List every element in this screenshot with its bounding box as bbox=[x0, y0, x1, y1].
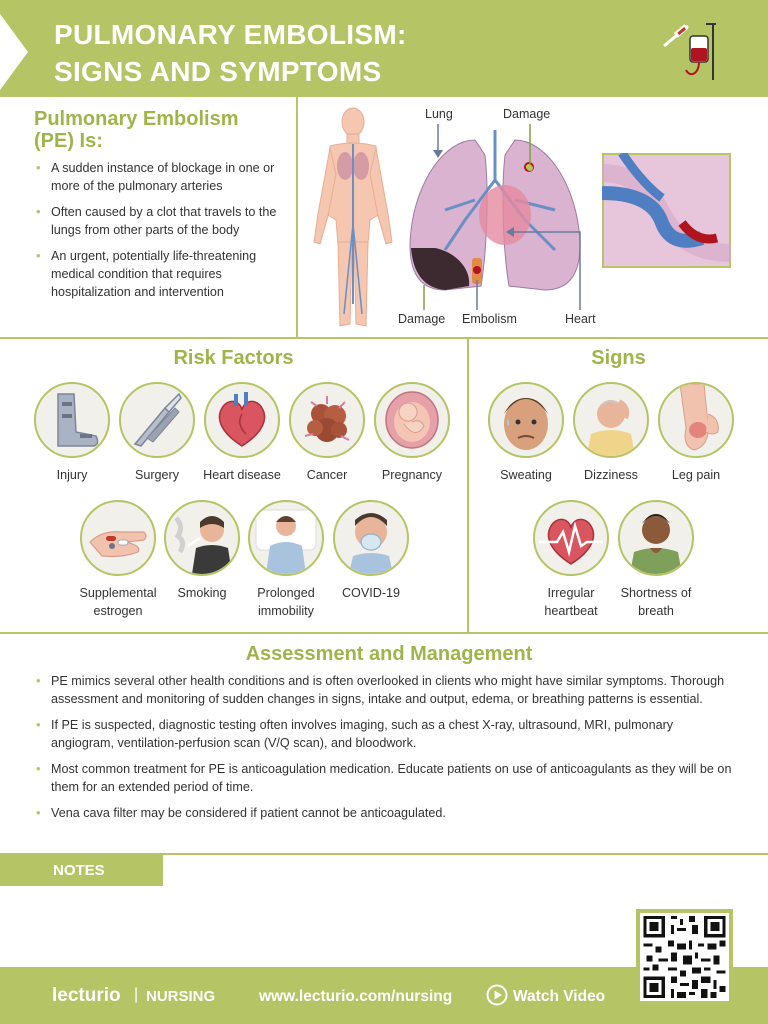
risk-factor-cancer bbox=[282, 382, 372, 484]
risk-factor-label: COVID-19 bbox=[341, 586, 401, 600]
notes-label: NOTES bbox=[0, 855, 163, 886]
header-banner bbox=[0, 0, 768, 97]
sign-sweating bbox=[481, 382, 571, 484]
definition-item: • Often caused by a clot that travels to the lungs from other parts of the body bbox=[34, 203, 289, 239]
heart-icon bbox=[206, 384, 278, 456]
bedridden-patient-icon bbox=[250, 502, 322, 574]
fetus-icon bbox=[376, 384, 448, 456]
definition-heading bbox=[34, 108, 284, 152]
qr-code[interactable] bbox=[636, 909, 733, 1005]
divider-mid bbox=[0, 337, 768, 339]
risk-factor-label: Pregnancy bbox=[381, 468, 443, 482]
assessment-item: • Most common treatment for PE is anticoagulation medication. Educate patients on use of anticoagulants as they will be on them for an extended period of time. bbox=[34, 760, 734, 796]
oxygen-mask-patient-icon bbox=[335, 502, 407, 574]
assessment-item: • If PE is suspected, diagnostic testing often involves imaging, such as a chest X-ray, ultrasound, MRI, pulmonary angiogram, ventilation-perfusion scan (V/Q scan), and bloodwork. bbox=[34, 716, 734, 752]
heartbeat-icon bbox=[535, 502, 607, 574]
sign-label: Sweating bbox=[500, 468, 552, 482]
risk-factor-surgery bbox=[112, 382, 202, 484]
definition-heading-line1: Pulmonary Embolism bbox=[34, 108, 239, 130]
page-title-line2: SIGNS AND SYMPTOMS bbox=[54, 56, 382, 87]
sign-dizziness bbox=[566, 382, 656, 484]
footer-nursing: NURSING bbox=[146, 988, 216, 1005]
sign-label: Dizziness bbox=[584, 468, 638, 482]
label-heart: Heart bbox=[565, 312, 596, 326]
scalpel-icon bbox=[121, 384, 193, 456]
body-figure-illustration bbox=[310, 104, 396, 332]
definition-item: • An urgent, potentially life-threatening medical condition that requires hospitalization and intervention bbox=[34, 247, 289, 301]
signs-title: Signs bbox=[591, 347, 646, 369]
risk-factor-injury bbox=[27, 382, 117, 484]
iv-syringe-icon bbox=[660, 18, 720, 84]
risk-factor-label: Surgery bbox=[134, 468, 180, 482]
assessment-item: • PE mimics several other health conditions and is often overlooked in clients who might have similar symptoms. Thorough assessment and monitoring of sudden changes in signs, intake and output, edema, or breathing patterns is essential. bbox=[34, 672, 734, 708]
risk-factor-prolonged-immobility bbox=[241, 500, 331, 620]
risk-factor-label: Injury bbox=[56, 468, 88, 482]
cancer-cells-icon bbox=[291, 384, 363, 456]
risk-factor-supplemental-estrogen bbox=[73, 500, 163, 620]
label-lung: Lung bbox=[425, 107, 453, 121]
footer-url-link[interactable]: www.lecturio.com/nursing bbox=[259, 988, 453, 1005]
risk-factors-title: Risk Factors bbox=[173, 347, 294, 369]
label-damage-top: Damage bbox=[503, 107, 551, 121]
risk-factor-covid-19 bbox=[326, 500, 416, 602]
dizzy-person-icon bbox=[575, 384, 647, 456]
divider-vertical-top bbox=[296, 97, 298, 337]
sign-irregular-heartbeat bbox=[526, 500, 616, 620]
risk-factor-heart-disease bbox=[197, 382, 287, 484]
leg-pain-icon bbox=[660, 384, 732, 456]
risk-factor-pregnancy bbox=[367, 382, 457, 484]
qr-code-icon bbox=[640, 913, 729, 1001]
sign-shortness-of-breath bbox=[611, 500, 701, 620]
definition-heading-line2: (PE) Is: bbox=[34, 130, 103, 152]
smoking-person-icon bbox=[166, 502, 238, 574]
pills-hand-icon bbox=[82, 502, 154, 574]
sweating-face-icon bbox=[490, 384, 562, 456]
definition-list bbox=[34, 159, 289, 309]
sign-label: Irregular heartbeat bbox=[544, 586, 598, 618]
risk-factor-label: Heart disease bbox=[203, 468, 281, 482]
brand-logo[interactable]: lecturio bbox=[52, 985, 121, 1006]
risk-factor-label: Smoking bbox=[177, 586, 227, 600]
sign-leg-pain bbox=[651, 382, 741, 484]
injury-boot-icon bbox=[36, 384, 108, 456]
divider-vertical-middle bbox=[467, 337, 469, 633]
illustration-pointers bbox=[400, 120, 590, 315]
risk-factor-label: Prolonged immobility bbox=[257, 586, 315, 618]
divider-assessment bbox=[0, 632, 768, 634]
risk-factor-smoking bbox=[157, 500, 247, 602]
risk-factor-label: Cancer bbox=[306, 468, 348, 482]
risk-factor-label: Supplemental estrogen bbox=[79, 586, 157, 618]
sign-label: Leg pain bbox=[671, 468, 721, 482]
assessment-title: Assessment and Management bbox=[245, 643, 533, 665]
header-chevron bbox=[0, 14, 28, 90]
page-title bbox=[54, 16, 407, 90]
footer-separator: | bbox=[134, 986, 139, 1003]
page-title-line1: PULMONARY EMBOLISM: bbox=[54, 19, 407, 50]
assessment-item: • Vena cava filter may be considered if patient cannot be anticoagulated. bbox=[34, 804, 734, 822]
assessment-list bbox=[34, 672, 734, 830]
sign-label: Shortness of breath bbox=[620, 586, 692, 618]
play-circle-icon[interactable] bbox=[486, 984, 508, 1006]
watch-video-link[interactable]: Watch Video bbox=[513, 988, 606, 1005]
label-embolism: Embolism bbox=[462, 312, 517, 326]
breathless-person-icon bbox=[620, 502, 692, 574]
definition-item: • A sudden instance of blockage in one or more of the pulmonary arteries bbox=[34, 159, 289, 195]
artery-closeup-illustration bbox=[602, 153, 731, 268]
label-damage-bottom: Damage bbox=[398, 312, 446, 326]
